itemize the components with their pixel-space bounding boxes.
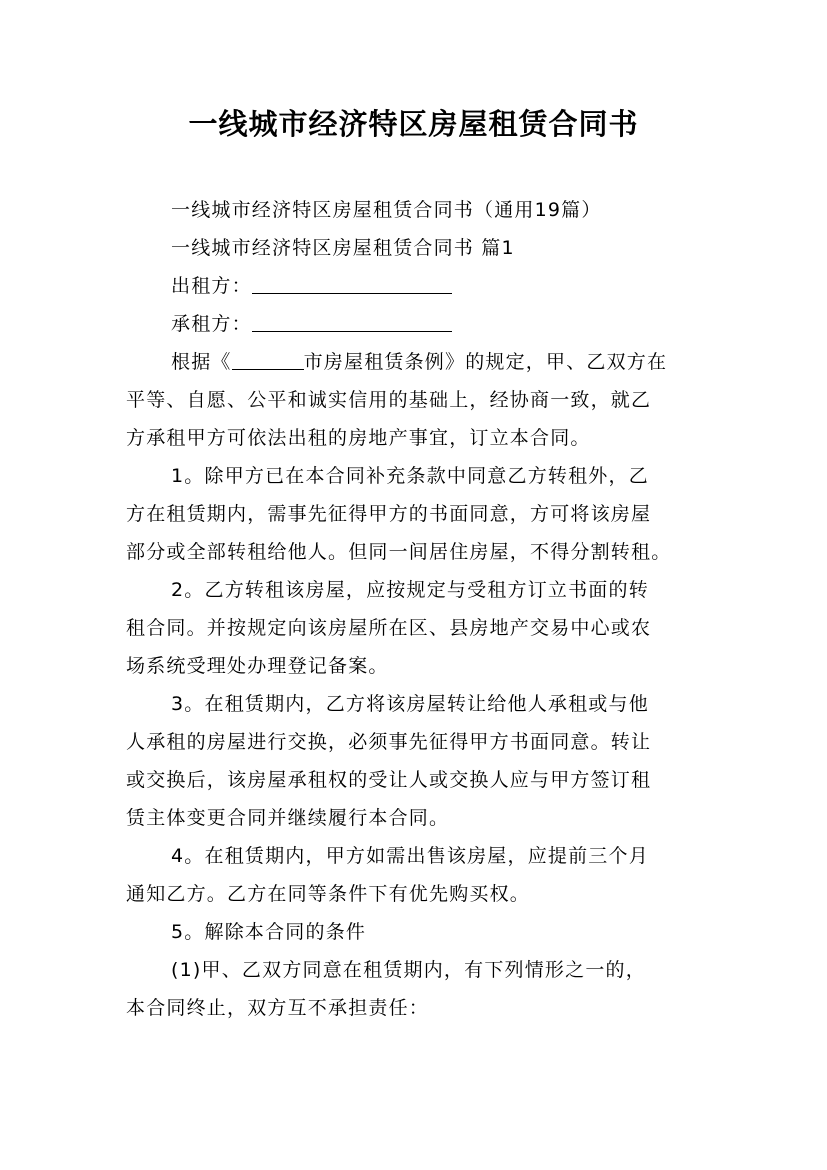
clause4-line-1: 4。在租赁期内，甲方如需出售该房屋，应提前三个月 (171, 845, 649, 867)
clause1-line-2: 方在租赁期内，需事先征得甲方的书面同意，方可将该房屋 (126, 503, 652, 525)
intro-line-1 (126, 343, 702, 381)
intro-before-blank: 根据《 (171, 351, 232, 373)
clause5-heading: 5。解除本合同的条件 (171, 921, 367, 943)
intro-line-3: 方承租甲方可依法出租的房地产事宜，订立本合同。 (126, 427, 591, 449)
clause3-line-3: 或交换后，该房屋承租权的受让人或交换人应与甲方签订租 (126, 769, 652, 791)
clause2-line-3: 场系统受理处办理登记备案。 (126, 655, 389, 677)
subtitle: 一线城市经济特区房屋租赁合同书（通用19篇） (171, 199, 602, 221)
clause5-sub1-line-1: (1)甲、乙双方同意在租赁期内，有下列情形之一的， (171, 959, 646, 981)
clause3-line-4: 赁主体变更合同并继续履行本合同。 (126, 807, 450, 829)
clause2-line-2: 租合同。并按规定向该房屋所在区、县房地产交易中心或农 (126, 617, 652, 639)
city-blank (232, 347, 304, 370)
intro-after-blank: 市房屋租赁条例》的规定，甲、乙双方在 (303, 351, 668, 373)
document-body (126, 191, 702, 1027)
clause3-line-2: 人承租的房屋进行交换，必须事先征得甲方书面同意。转让 (126, 731, 652, 753)
section-heading: 一线城市经济特区房屋租赁合同书 篇1 (171, 237, 515, 259)
lessee-blank (252, 309, 452, 332)
clause3-line-1: 3。在租赁期内，乙方将该房屋转让给他人承租或与他 (171, 693, 649, 715)
lessee-label: 承租方： (171, 313, 252, 335)
lessee-line (126, 305, 702, 343)
lessor-label: 出租方： (171, 275, 252, 297)
document-title: 一线城市经济特区房屋租赁合同书 (188, 107, 639, 141)
lessor-blank (252, 271, 452, 294)
clause4-line-2: 通知乙方。乙方在同等条件下有优先购买权。 (126, 883, 531, 905)
clause1-line-1: 1。除甲方已在本合同补充条款中同意乙方转租外，乙 (171, 465, 649, 487)
intro-line-2: 平等、自愿、公平和诚实信用的基础上，经协商一致，就乙 (126, 389, 652, 411)
clause2-line-1: 2。乙方转租该房屋，应按规定与受租方订立书面的转 (171, 579, 649, 601)
lessor-line (126, 267, 702, 305)
clause1-line-3: 部分或全部转租给他人。但同一间居住房屋，不得分割转租。 (126, 541, 672, 563)
clause5-sub1-line-2: 本合同终止，双方互不承担责任： (126, 997, 430, 1019)
